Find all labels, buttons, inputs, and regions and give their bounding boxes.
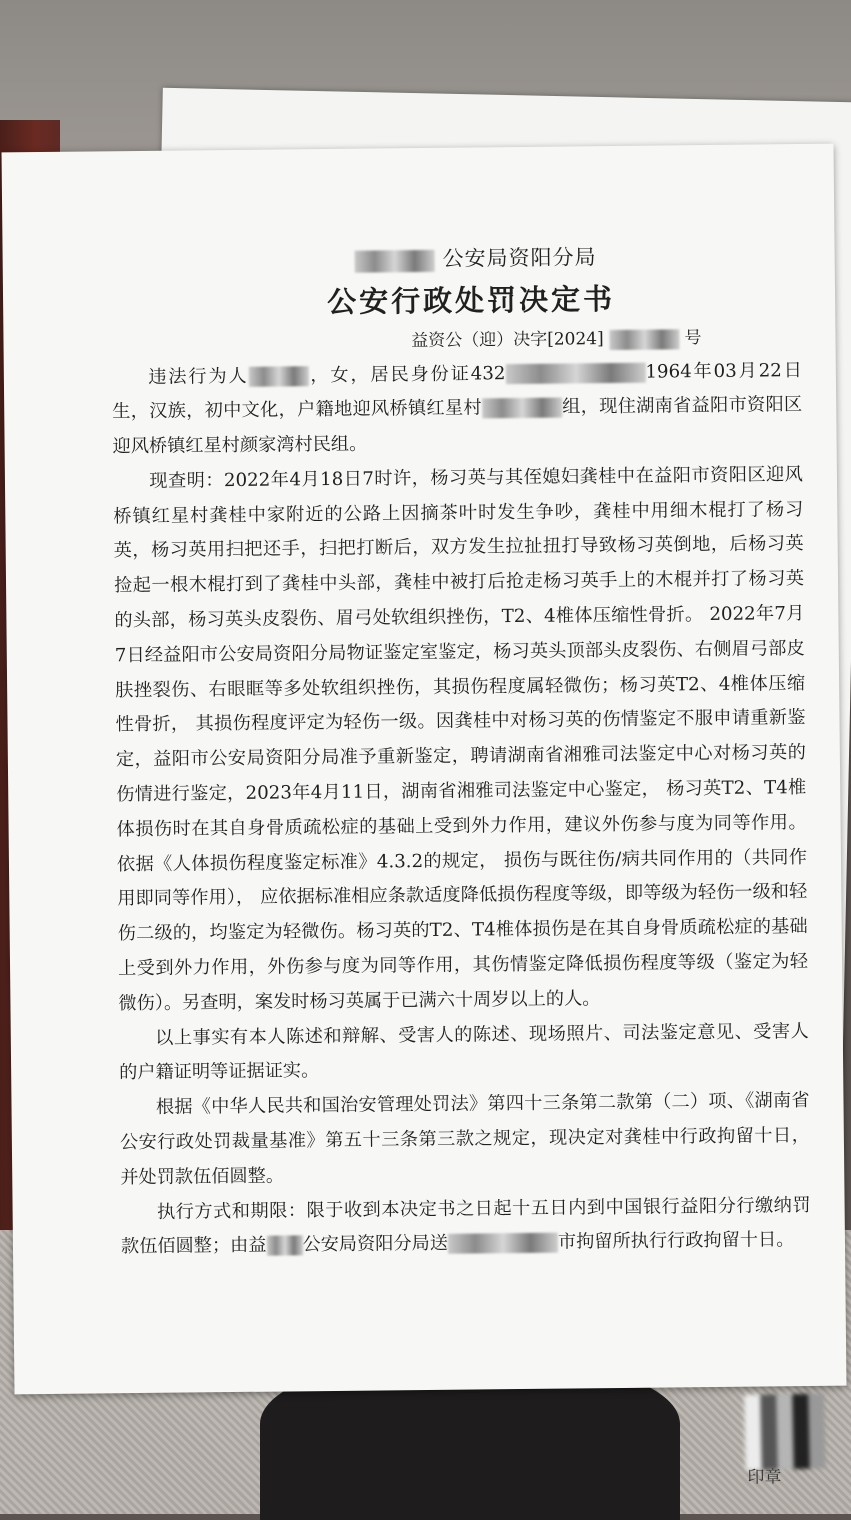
offender-birth: 1964年03月22日生，汉族，初中文化，户籍地迎风桥镇红星村 (112, 359, 802, 423)
redacted-address (482, 398, 562, 419)
execution-text-c: 市拘留所执行行政拘留十日。 (557, 1229, 795, 1254)
redacted-block (266, 1236, 302, 1256)
seal-text: 印章 (747, 1467, 782, 1488)
agency-name: 公安局资阳分局 (442, 245, 597, 271)
execution-text-a: 执行方式和期限：限于收到本决定书之日起十五日内到中国银行益阳分行缴纳罚款伍佰圆整；由益 (120, 1194, 811, 1258)
decision-paragraph: 根据《中华人民共和国治安管理处罚法》第四十三条第二款第（二）项、《湖南省公安行政处罚裁量基准》第五十三条第三款之规定，现决定对龚桂中行政拘留十日，并处罚款伍佰圆整。 (119, 1090, 810, 1189)
facts-paragraph: 现查明：2022年4月18日7时许，杨习英与其侄媳妇龚桂中在益阳市资阳区迎风桥镇红星村龚桂中家附近的公路上因摘茶叶时发生争吵，龚桂中用细木棍打了杨习英，杨习英用扫把还手，扫把打断后，双方发生拉扯扭打导致杨习英倒地，后杨习英捡起一根木棍打到了龚桂中头部，龚桂中被打后抢走杨习英手上的木棍并打了杨习英的头部，杨习英头皮裂伤、眉弓处软组织挫伤，T2、4椎体压缩性骨折。 2022年7月7日经益阳市公安局资阳分局物证鉴定室鉴定，杨习英头顶部头皮裂伤、右侧眉弓部皮肤挫裂伤、右眼眶等多处软组织挫伤，其损伤程度属轻微伤；杨习英T2、4椎体压缩性骨折， 其损伤程度评定为轻伤一级。因龚桂中对杨习英的伤情鉴定不服申请重新鉴定，益阳市公安局资阳分局准予重新鉴定，聘请湖南省湘雅司法鉴定中心对杨习英的伤情进行鉴定，2023年4月11日，湖南省湘雅司法鉴定中心鉴定， 杨习英T2、T4椎体损伤时在其自身骨质疏松症的基础上受到外力作用，建议外伤参与度为同等作用。依据《人体损伤程度鉴定标准》4.3.2的规定， 损伤与既往伤/病共同作用的（共同作用即同等作用）， 应依据标准相应条款适度降低损伤程度等级，即等级为轻伤一级和轻伤二级的，均鉴定为轻微伤。杨习英的T2、T4椎体损伤是在其自身骨质疏松症的基础上受到外力作用，外伤参与度为同等作用，其伤情鉴定降低损伤程度等级（鉴定为轻微伤）。另查明，案发时杨习英属于已满六十周岁以上的人。 (113, 463, 809, 1015)
offender-address: 组，现住湖南省益阳市资阳区迎风桥镇红星村颜家湾村民组。 (112, 394, 803, 458)
execution-text-b: 公安局资阳分局送 (302, 1233, 449, 1256)
offender-label: 违法行为人 (148, 365, 249, 388)
evidence-paragraph: 以上事实有本人陈述和辩解、受害人的陈述、现场照片、司法鉴定意见、受害人的户籍证明等证据证实。 (119, 1020, 809, 1084)
redacted-block (609, 329, 679, 350)
redacted-name (248, 366, 308, 387)
document-body (111, 239, 812, 1265)
document-number-prefix: 益资公（迎）决字[2024] (411, 329, 604, 352)
execution-paragraph (120, 1189, 811, 1266)
offender-id-prefix: ，女，居民身份证432 (308, 362, 506, 386)
agency-line (151, 239, 801, 276)
document-sheet (2, 144, 847, 1488)
document-title: 公安行政处罚决定书 (326, 281, 616, 319)
redacted-block (355, 249, 435, 272)
offender-info-paragraph (112, 354, 803, 466)
redacted-block (448, 1233, 558, 1254)
document-number (111, 323, 701, 355)
redacted-seal (744, 1393, 826, 1470)
redacted-id (505, 362, 645, 383)
document-number-suffix: 号 (684, 328, 702, 349)
